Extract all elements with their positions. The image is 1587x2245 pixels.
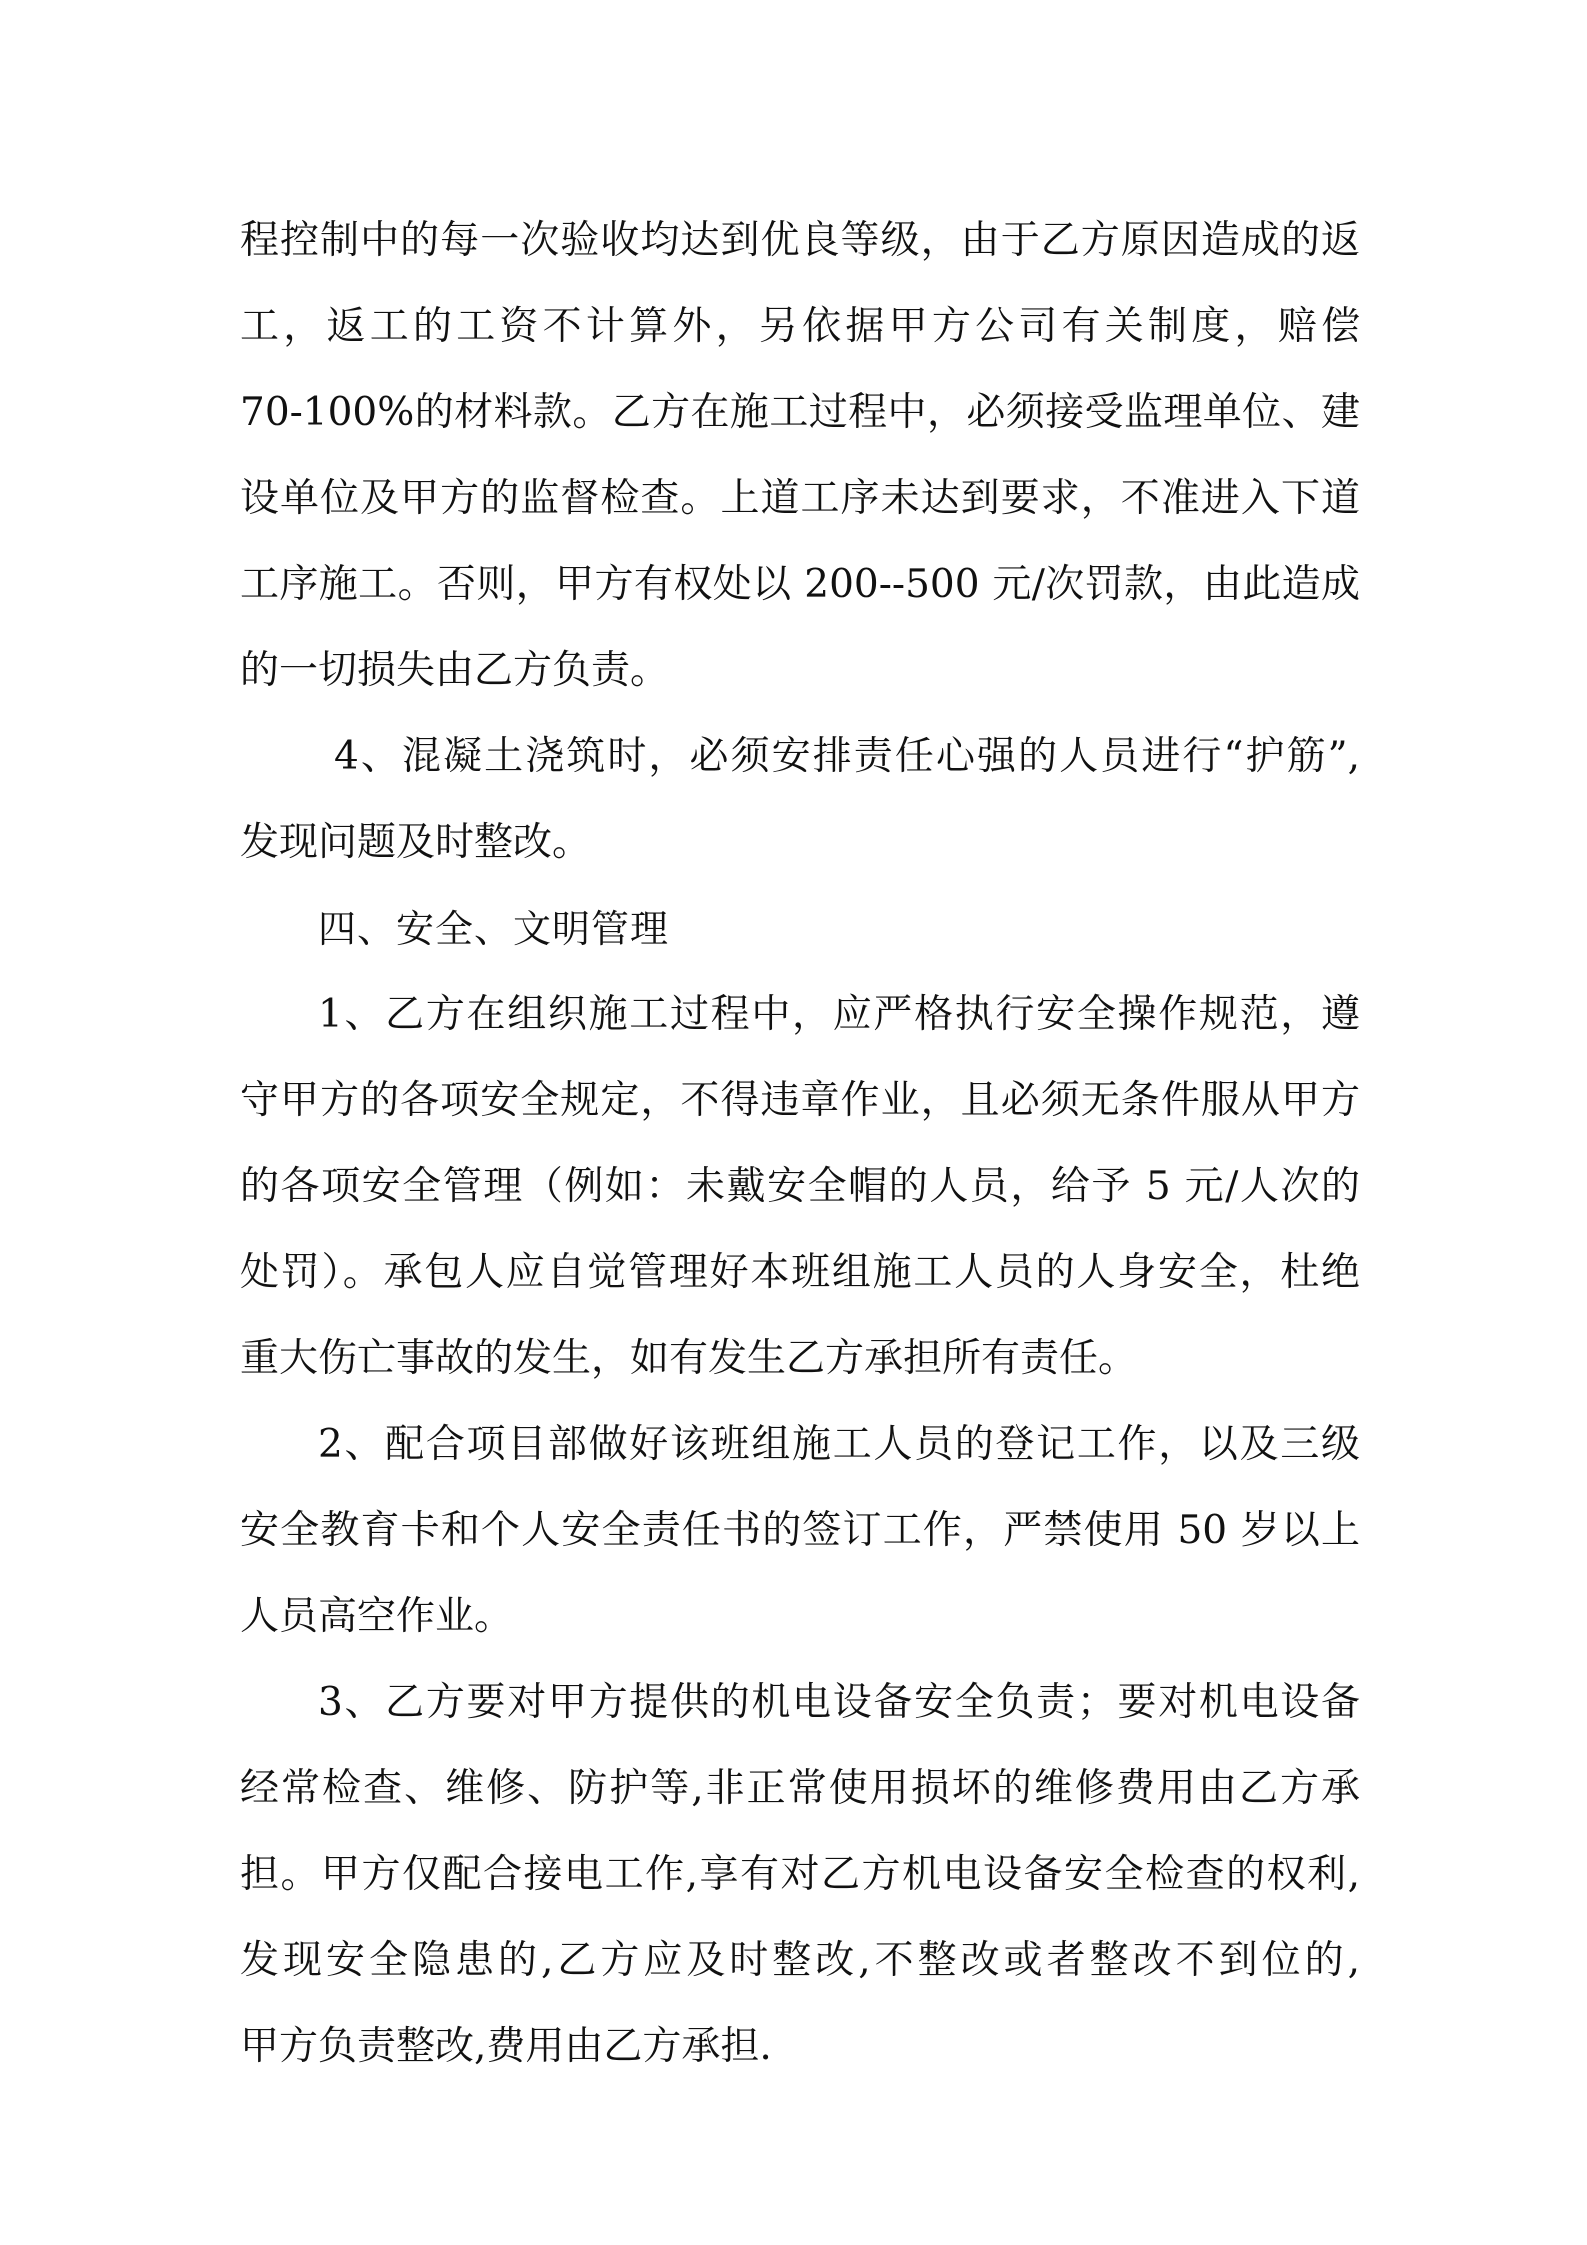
paragraph-line: 经常检查、维修、防护等,非正常使用损坏的维修费用由乙方承 [240,1766,1360,1811]
paragraph-line: 安全教育卡和个人安全责任书的签订工作，严禁使用 50 岁以上 [240,1508,1360,1553]
paragraph-line: 2、配合项目部做好该班组施工人员的登记工作，以及三级 [318,1422,1360,1467]
paragraph-line: 设单位及甲方的监督检查。上道工序未达到要求，不准进入下道 [240,476,1360,521]
section-heading: 四、安全、文明管理 [318,907,670,951]
document-body [240,198,1360,2090]
paragraph-line: 发现安全隐患的,乙方应及时整改,不整改或者整改不到位的, [240,1938,1360,1983]
paragraph-line: 甲方负责整改,费用由乙方承担. [240,2024,772,2069]
paragraph-line: 3、乙方要对甲方提供的机电设备安全负责；要对机电设备 [318,1680,1360,1725]
paragraph-line: 处罚）。承包人应自觉管理好本班组施工人员的人身安全，杜绝 [240,1250,1360,1295]
paragraph-line: 的一切损失由乙方负责。 [240,648,670,693]
paragraph-line: 人员高空作业。 [240,1594,514,1639]
paragraph-line: 发现问题及时整改。 [240,820,592,865]
paragraph-line: 守甲方的各项安全规定，不得违章作业，且必须无条件服从甲方 [240,1078,1360,1123]
paragraph-line: 70-100%的材料款。乙方在施工过程中，必须接受监理单位、建 [240,390,1360,435]
paragraph-line: 的各项安全管理（例如：未戴安全帽的人员，给予 5 元/人次的 [240,1164,1360,1209]
paragraph-line: 工序施工。否则，甲方有权处以 200--500 元/次罚款，由此造成 [240,562,1360,607]
paragraph-line: 担。甲方仅配合接电工作,享有对乙方机电设备安全检查的权利, [240,1852,1360,1897]
paragraph-line: 程控制中的每一次验收均达到优良等级，由于乙方原因造成的返 [240,218,1360,263]
paragraph-line: 1、乙方在组织施工过程中，应严格执行安全操作规范，遵 [318,992,1360,1037]
paragraph-line: 4、混凝土浇筑时，必须安排责任心强的人员进行“护筋”, [334,734,1360,779]
paragraph-line: 工，返工的工资不计算外，另依据甲方公司有关制度，赔偿 [240,304,1360,349]
paragraph-line: 重大伤亡事故的发生，如有发生乙方承担所有责任。 [240,1336,1138,1381]
